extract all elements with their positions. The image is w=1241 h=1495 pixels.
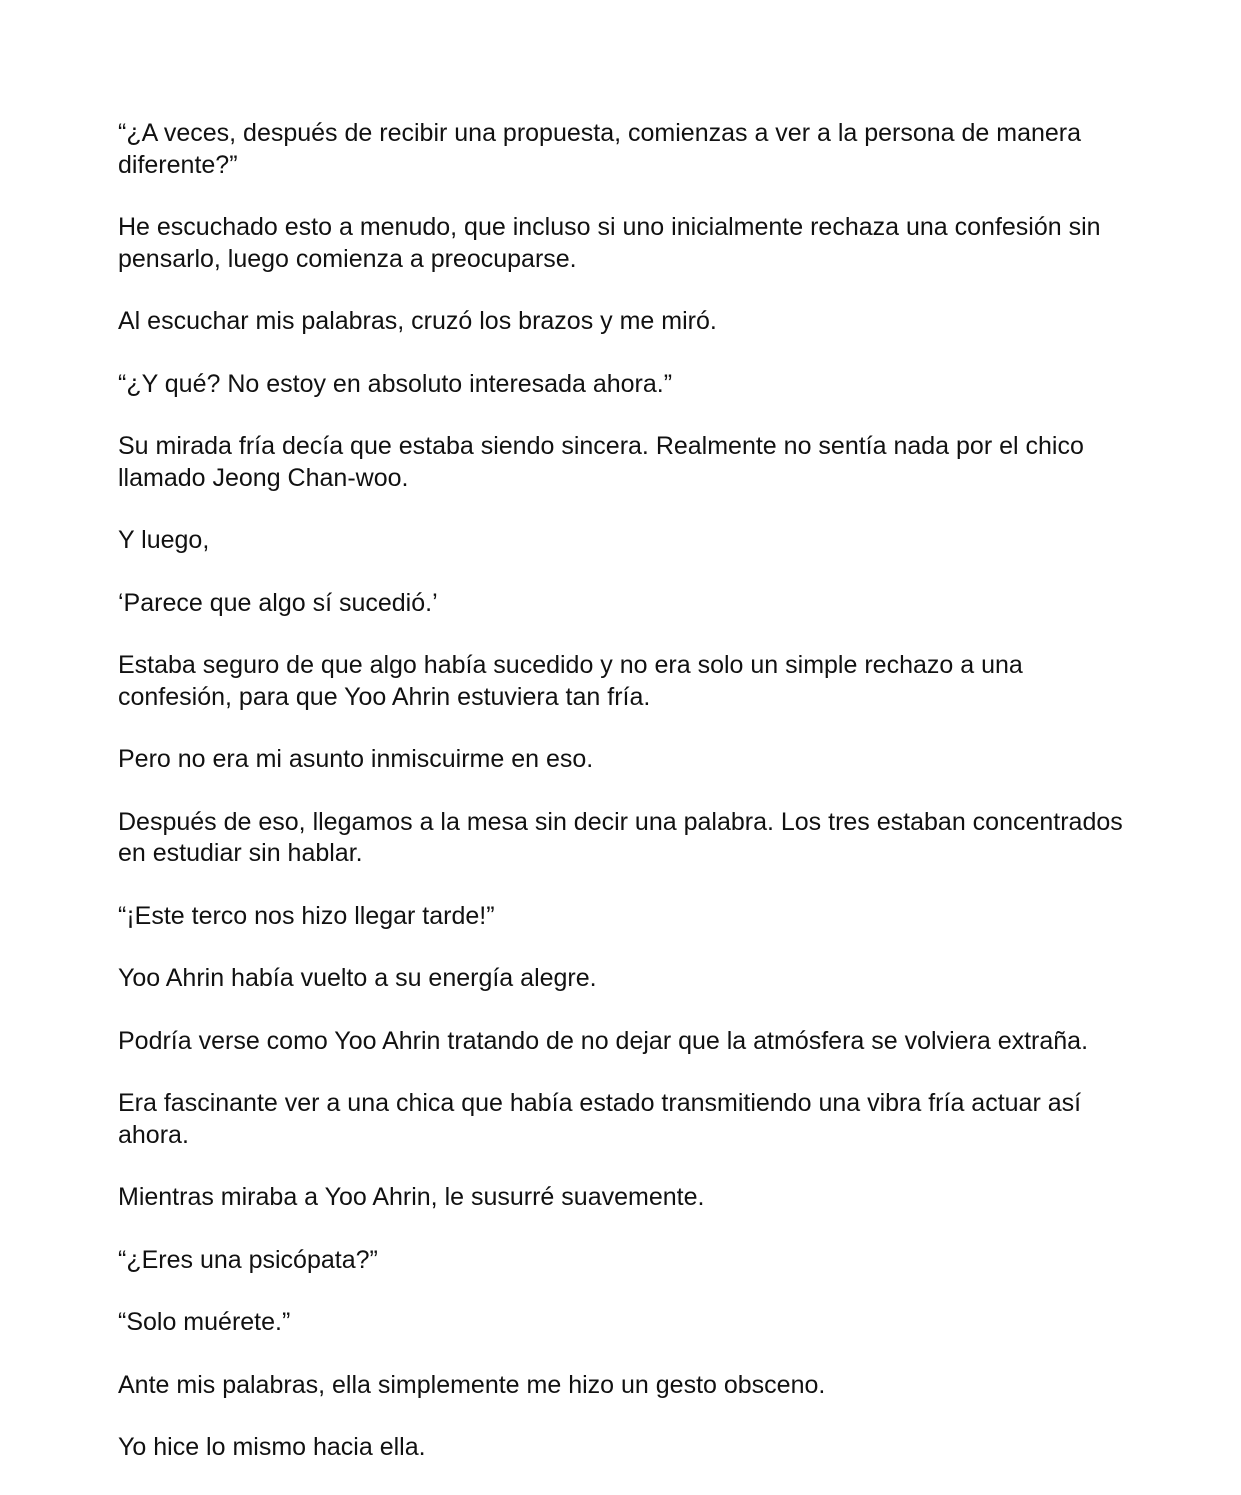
paragraph: Y luego, <box>118 526 210 554</box>
paragraph: Pero no era mi asunto inmiscuirme en eso. <box>118 745 594 773</box>
paragraph: Yo hice lo mismo hacia ella. <box>118 1433 426 1461</box>
paragraph: Al escuchar mis palabras, cruzó los brazos y me miró. <box>118 307 717 335</box>
paragraph: Mientras miraba a Yoo Ahrin, le susurré suavemente. <box>118 1183 705 1211</box>
paragraph: He escuchado esto a menudo, que incluso si uno inicialmente rechaza una confesión sin pensarlo, luego comienza a preocuparse. <box>118 213 1101 273</box>
paragraph: “Solo muérete.” <box>118 1308 291 1336</box>
paragraph: Después de eso, llegamos a la mesa sin decir una palabra. Los tres estaban concentrados en estudiar sin hablar. <box>118 807 1123 867</box>
paragraph: “¡Este terco nos hizo llegar tarde!” <box>118 901 495 930</box>
paragraph: Yoo Ahrin había vuelto a su energía alegre. <box>118 964 597 992</box>
paragraph: “¿A veces, después de recibir una propuesta, comienzas a ver a la persona de manera diferente?” <box>118 119 1082 179</box>
paragraph: Su mirada fría decía que estaba siendo sincera. Realmente no sentía nada por el chico llamado Jeong Chan-woo. <box>118 432 1084 492</box>
paragraph: Podría verse como Yoo Ahrin tratando de no dejar que la atmósfera se volviera extraña. <box>118 1026 1089 1055</box>
paragraph: Estaba seguro de que algo había sucedido y no era solo un simple rechazo a una confesión, para que Yoo Ahrin estuviera tan fría. <box>118 651 1023 711</box>
paragraph: Ante mis palabras, ella simplemente me hizo un gesto obsceno. <box>118 1370 826 1399</box>
document-body <box>118 118 1128 1495</box>
paragraph: Era fascinante ver a una chica que había estado transmitiendo una vibra fría actuar así ahora. <box>118 1089 1082 1149</box>
paragraph: ‘Parece que algo sí sucedió.’ <box>118 588 438 617</box>
paragraph: “¿Y qué? No estoy en absoluto interesada ahora.” <box>118 369 673 398</box>
paragraph: “¿Eres una psicópata?” <box>118 1245 378 1274</box>
